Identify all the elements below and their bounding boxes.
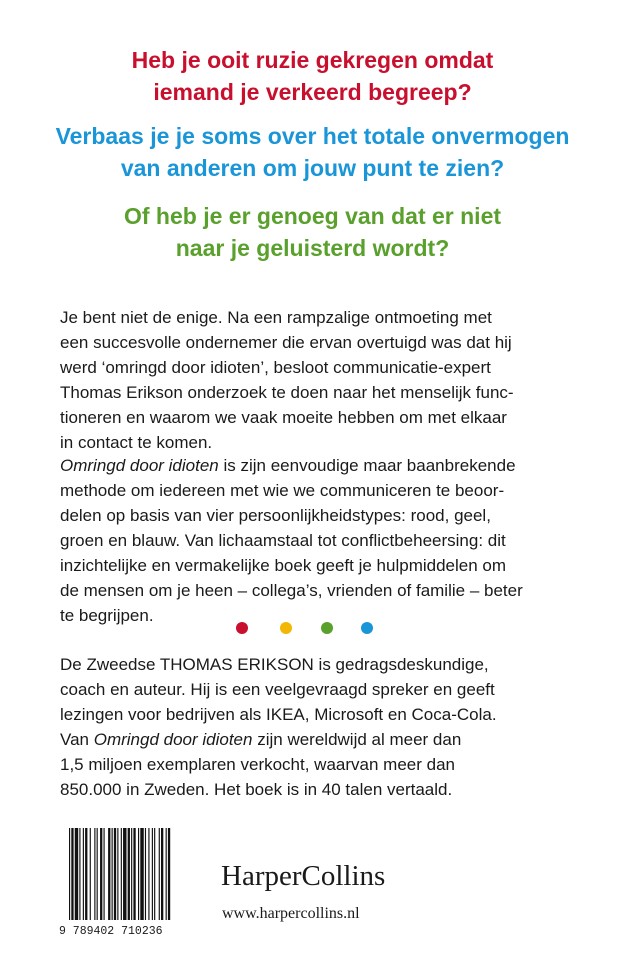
question-3	[0, 200, 625, 264]
author-line: lezingen voor bedrijven als IKEA, Microsoft en Coca-Cola.	[60, 705, 497, 724]
publisher-logo: HarperCollins	[221, 860, 386, 892]
barcode-bars	[59, 828, 199, 938]
author-line-post: zijn wereldwijd al meer dan	[252, 730, 462, 749]
question-1	[0, 44, 625, 108]
method-line: de mensen om je heen – collega’s, vrienden of familie – beter	[60, 581, 523, 600]
publisher-url: www.harpercollins.nl	[222, 905, 360, 922]
question-2	[0, 120, 625, 184]
method-line	[60, 453, 580, 478]
red-dot	[236, 622, 248, 634]
intro-line: werd ‘omringd door idioten’, besloot communicatie-expert	[60, 358, 491, 377]
isbn-number: 9 789402 710236	[59, 925, 163, 938]
author-line-pre: Van	[60, 730, 94, 749]
question-3-line-2: naar je geluisterd wordt?	[175, 235, 450, 261]
color-dots	[236, 622, 386, 636]
question-2-line-1: Verbaas je je soms over het totale onvermogen	[55, 123, 570, 149]
isbn-barcode	[59, 828, 199, 938]
intro-line: in contact te komen.	[60, 433, 213, 452]
question-2-line-2: van anderen om jouw punt te zien?	[120, 155, 505, 181]
method-line: delen op basis van vier persoonlijkheidstypes: rood, geel,	[60, 506, 491, 525]
method-line: te begrijpen.	[60, 606, 154, 625]
question-1-line-1: Heb je ooit ruzie gekregen omdat	[131, 47, 494, 73]
author-line: coach en auteur. Hij is een veelgevraagd spreker en geeft	[60, 680, 495, 699]
method-line: inzichtelijke en vermakelijke boek geeft je hulpmiddelen om	[60, 556, 507, 575]
intro-line: tioneren en waarom we vaak moeite hebben om met elkaar	[60, 408, 507, 427]
method-paragraph	[60, 453, 580, 628]
author-line: 1,5 miljoen exemplaren verkocht, waarvan meer dan	[60, 755, 455, 774]
intro-line: Thomas Erikson onderzoek te doen naar het menselijk func-	[60, 383, 514, 402]
intro-line: Je bent niet de enige. Na een rampzalige ontmoeting met	[60, 308, 492, 327]
green-dot	[321, 622, 333, 634]
method-line: methode om iedereen met wie we communiceren te beoor-	[60, 481, 505, 500]
method-line: groen en blauw. Van lichaamstaal tot conflictbeheersing: dit	[60, 531, 506, 550]
book-title: Omringd door idioten	[60, 456, 219, 475]
author-line: De Zweedse THOMAS ERIKSON is gedragsdeskundige,	[60, 655, 489, 674]
question-3-line-1: Of heb je er genoeg van dat er niet	[123, 203, 502, 229]
intro-paragraph	[60, 305, 580, 455]
author-line	[60, 727, 580, 752]
book-title: Omringd door idioten	[93, 730, 253, 749]
author-line: 850.000 in Zweden. Het boek is in 40 talen vertaald.	[60, 780, 453, 799]
question-1-line-2: iemand je verkeerd begreep?	[153, 79, 472, 105]
intro-line: een succesvolle ondernemer die ervan overtuigd was dat hij	[60, 333, 512, 352]
method-line-rest: is zijn eenvoudige maar baanbrekende	[218, 456, 516, 475]
author-paragraph	[60, 652, 580, 802]
blue-dot	[361, 622, 373, 634]
yellow-dot	[280, 622, 292, 634]
